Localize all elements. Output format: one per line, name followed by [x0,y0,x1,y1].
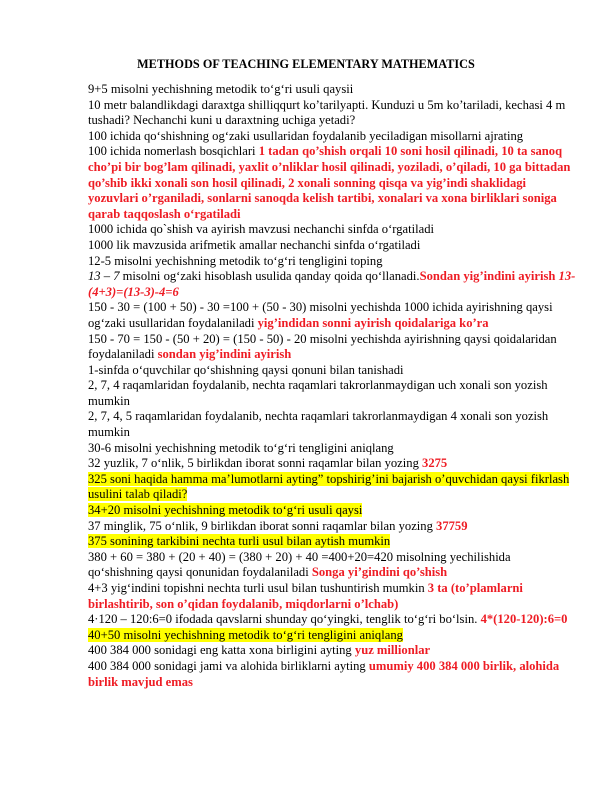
question-paragraph [88,612,578,628]
question-text: 9+5 misolni yechishning metodik to‘g‘ri usuli qaysii [88,82,354,96]
question-text: 13 – 7 [88,269,120,284]
question-paragraph [88,550,578,581]
answer-text: 13-(4+3)=(13-3)-4=6 [88,269,576,299]
question-text: 12-5 misolni yechishning metodik to‘g‘ri tengligini toping [88,253,383,268]
question-paragraph [88,643,578,659]
question-paragraph [88,534,578,550]
question-paragraph [88,363,578,379]
question-paragraph [88,254,578,270]
question-text: 100 ichida qo‘shishning og‘zaki usullaridan foydalanib yeciladigan misollarni ajrating [88,128,524,143]
question-text: 30-6 misolni yechishning metodik to‘g‘ri tengligini aniqlang [88,440,394,455]
question-text: 1-sinfda o‘quvchilar qo‘shishning qaysi qonuni bilan tanishadi [88,362,404,377]
document-body [88,82,578,690]
answer-text: 1 tadan qo’shish orqali 10 soni hosil qilinadi, 10 ta sanoq cho’pi bir bog’lam qilinadi, yaxlit o’nliklar hosil qilinadi, yoziladi, o’qiladi, 10 ga bittadan qo’shib ikki xonali son hosil qilinadi, 2 xonali sonning qisqa va yig’indi shaklidagi yozuvlari o’rganiladi, sonlarni sanoqda kelish tartibi, xonalari va xona birliklari soniga qarab taqqoslash o‘rgatiladi [88,144,571,221]
answer-text: yuz millionlar [354,643,431,658]
question-paragraph [88,144,578,222]
question-text: 150 - 30 = (100 + 50) - 30 =100 + (50 - 30) misolni yechishda 1000 ichida ayirishning qaysi og‘zaki usullaridan foydalaniladi [88,300,553,330]
answer-text: Sondan yig’indini ayirish [419,269,559,284]
question-paragraph [88,82,578,98]
answer-text: 3275 [422,456,448,471]
answer-text: yig’indidan sonni ayirish qoidalariga ko’ra [257,315,489,330]
question-paragraph [88,300,578,331]
question-paragraph [88,269,578,300]
question-text: 1000 ichida qo`shish va ayirish mavzusi nechanchi sinfda o‘rgatiladi [88,222,435,237]
question-text: 2, 7, 4, 5 raqamlaridan foydalanib, nechta raqamlari takrorlanmaydigan 4 xonali son yozish mumkin [88,409,549,440]
question-text: 32 yuzlik, 7 o‘nlik, 5 birlikdan iborat sonni raqamlar bilan yozing [88,456,423,471]
question-paragraph [88,409,578,440]
question-text: 380 + 60 = 380 + (20 + 40) = (380 + 20) + 40 =400+20=420 misolning yechilishida qo‘shishning qaysi qonunidan foydalaniladi [88,549,511,580]
answer-text: 4*(120-120):6=0 [480,612,568,627]
question-paragraph [88,581,578,612]
answer-text: 37759 [436,518,468,533]
question-paragraph [88,378,578,409]
highlighted-text: 325 soni haqida hamma ma’lumotlarni ayting” topshirig’ini bajarish o’quvchidan qaysi fikrlash usulini talab qiladi? [88,471,570,502]
question-text: 400 384 000 sonidagi eng katta xona birligini ayting [88,643,355,658]
question-paragraph [88,222,578,238]
question-paragraph [88,98,578,129]
answer-text: sondan yig’indini ayirish [157,347,292,362]
question-text: 37 minglik, 75 o‘nlik, 9 birlikdan iborat sonni raqamlar bilan yozing [88,518,437,533]
question-text: 4+3 yig‘indini topishni nechta turli usul bilan tushuntirish mumkin [88,581,428,595]
highlighted-text: 40+50 misolni yechishning metodik to‘g‘ri tengligini aniqlang [88,627,403,642]
question-text: 150 - 70 = 150 - (50 + 20) = (150 - 50) - 20 misolni yechishda ayirishning qaysi qoidalaridan foydalaniladi [88,331,557,362]
page-title: METHODS OF TEACHING ELEMENTARY MATHEMATICS [137,57,475,71]
answer-text: umumiy 400 384 000 birlik, alohida birlik mavjud emas [88,658,560,689]
question-text: 2, 7, 4 raqamlaridan foydalanib, nechta raqamlari takrorlanmaydigan uch xonali son yozish mumkin [88,378,548,408]
answer-text: 3 ta (to’plamlarni birlashtirib, son o’qidan foydalanib, miqdorlarni o’lchab) [88,581,523,611]
question-text: misolni og‘zaki hisoblash usulida qanday qoida qo‘llanadi. [119,269,420,284]
question-text: 1000 lik mavzusida arifmetik amallar nechanchi sinfda o‘rgatiladi [88,237,421,252]
question-paragraph [88,129,578,145]
question-paragraph [88,441,578,457]
question-paragraph [88,472,578,503]
question-paragraph [88,503,578,519]
answer-text: Songa yi’gindini qo’shish [311,565,448,580]
question-paragraph [88,659,578,690]
question-text: 100 ichida nomerlash bosqichlari [88,144,259,159]
question-paragraph [88,238,578,254]
highlighted-text: 375 sonining tarkibini nechta turli usul bilan aytish mumkin [88,534,391,549]
question-paragraph [88,332,578,363]
question-text: 400 384 000 sonidagi jami va alohida birliklarni ayting [88,658,369,673]
question-paragraph [88,519,578,535]
highlighted-text: 34+20 misolni yechishning metodik to‘g‘ri usuli qaysi [88,503,363,518]
question-paragraph [88,628,578,644]
question-text: 4·120 – 120:6=0 ifodada qavslarni shunday qo‘yingki, tenglik to‘g‘ri bo‘lsin. [88,612,481,627]
question-text: 10 metr balandlikdagi daraxtga shilliqqurt ko’tarilyapti. Kunduzi u 5m ko’tariladi, kechasi 4 m tushadi? Nechanchi kuni u daraxtning uchiga yetadi? [88,97,566,128]
question-paragraph [88,456,578,472]
